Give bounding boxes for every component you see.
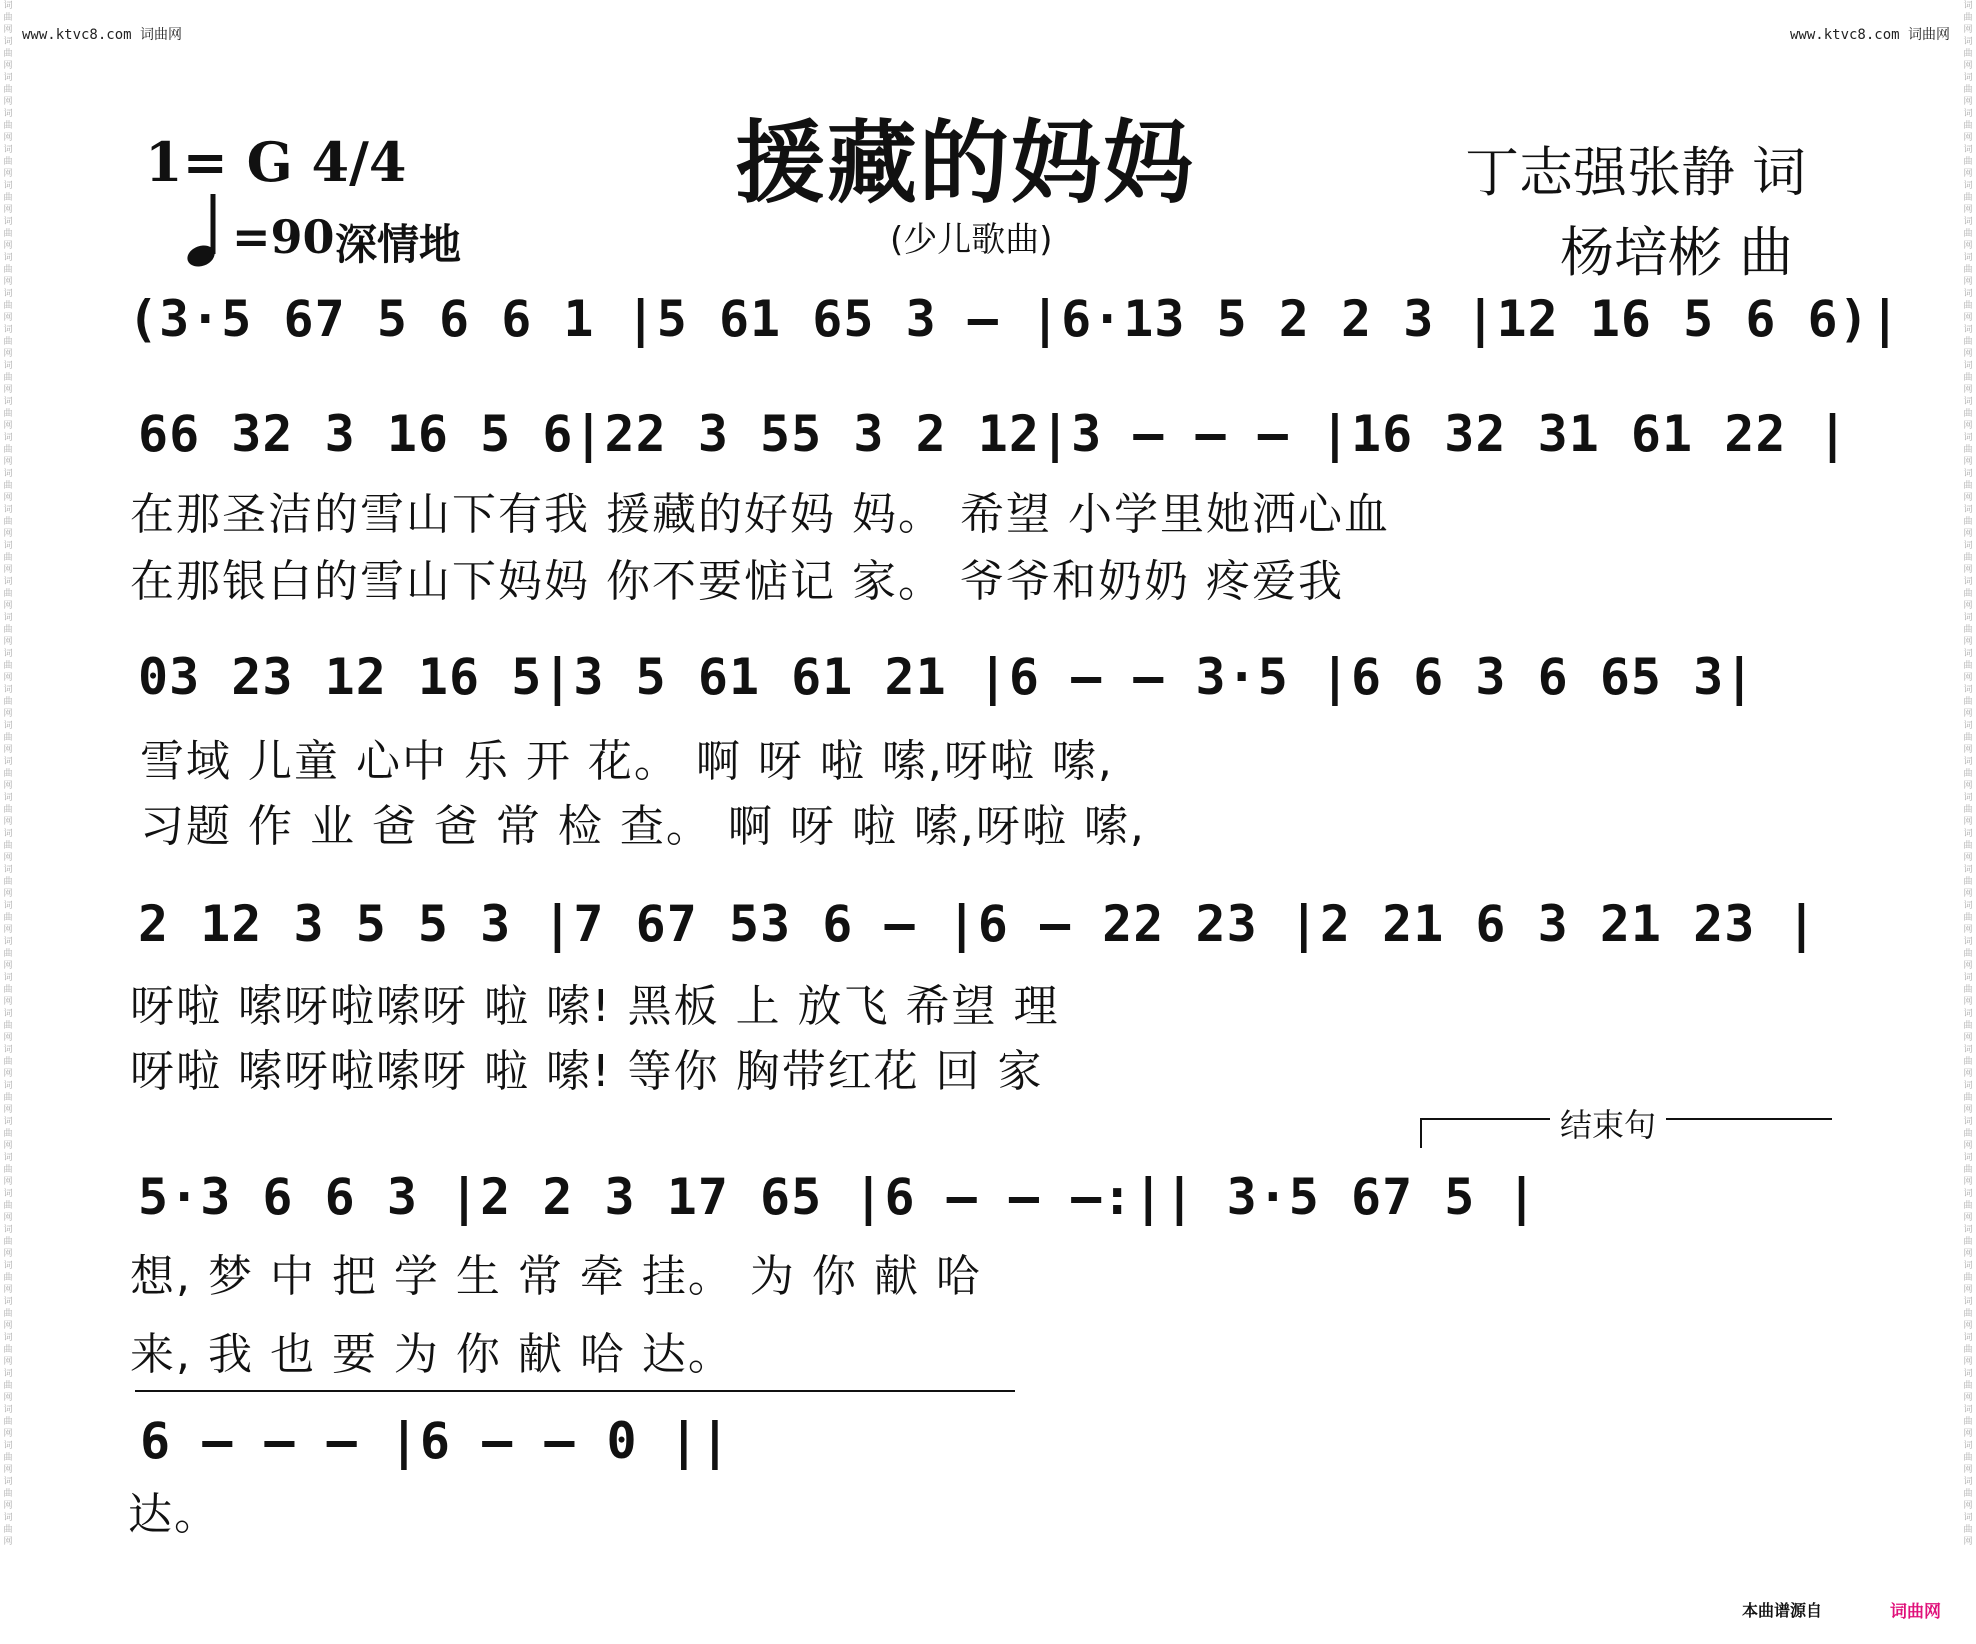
score-line-4: 2 12 3 5 5 3 |7 67 53 6 — |6 — 22 23 |2 21 6 3 21 23 |: [138, 895, 1818, 953]
ending-label: 结束句: [1550, 1100, 1666, 1146]
score-line-6: 6 — — — |6 — — 0 ||: [140, 1412, 731, 1470]
top-left-site-watermark: www.ktvc8.com 词曲网: [22, 27, 183, 43]
tempo-marking: 深情地: [335, 220, 462, 269]
lyric-line-3-verse-1: 雪域 儿童 心中 乐 开 花。 啊 呀 啦 嗦,呀啦 嗦,: [140, 736, 1114, 787]
lyric-line-2-verse-2: 在那银白的雪山下妈妈 你不要惦记 家。 爷爷和奶奶 疼爱我: [130, 556, 1344, 607]
lyricist-credit: 丁志强张静 词: [1465, 141, 1807, 204]
score-line-1: (3·5 67 5 6 6 1 |5 61 65 3 — |6·13 5 2 2 3 |12 16 5 6 6)|: [128, 290, 1901, 348]
left-watermark-strip: 词曲网词曲网词曲网词曲网词曲网词曲网词曲网词曲网词曲网词曲网词曲网词曲网词曲网词曲网词曲网词曲网词曲网词曲网词曲网词曲网词曲网词曲网词曲网词曲网词曲网词曲网词曲网词曲网词曲网词曲网词曲网词曲网词曲网词曲网词曲网词曲网词曲网词曲网词曲网词曲网词曲网词曲网词曲网: [3, 1, 13, 1547]
song-title: 援藏的妈妈: [735, 110, 1195, 216]
tempo-value: =90: [232, 210, 335, 264]
song-subtitle: (少儿歌曲): [890, 220, 1053, 260]
lyric-line-5-verse-1: 想, 梦 中 把 学 生 常 牵 挂。 为 你 献 哈: [130, 1251, 982, 1302]
right-watermark-strip: 词曲网词曲网词曲网词曲网词曲网词曲网词曲网词曲网词曲网词曲网词曲网词曲网词曲网词曲网词曲网词曲网词曲网词曲网词曲网词曲网词曲网词曲网词曲网词曲网词曲网词曲网词曲网词曲网词曲网词曲网词曲网词曲网词曲网词曲网词曲网词曲网词曲网词曲网词曲网词曲网词曲网词曲网词曲网: [1963, 1, 1973, 1547]
footer-site-link[interactable]: 词曲网: [1890, 1602, 1941, 1622]
line-6-top-rule: [135, 1390, 1015, 1392]
quarter-note-icon: [185, 190, 221, 274]
score-line-2: 66 32 3 16 5 6|22 3 55 3 2 12|3 — — — |16 32 31 61 22 |: [138, 405, 1849, 463]
lyric-line-3-verse-2: 习题 作 业 爸 爸 常 检 查。 啊 呀 啦 嗦,呀啦 嗦,: [140, 801, 1146, 852]
lyric-line-6: 达。: [128, 1489, 220, 1540]
key-and-meter: 1= G 4/4: [145, 130, 407, 194]
ending-bracket-tick: [1420, 1118, 1422, 1148]
score-line-3: 03 23 12 16 5|3 5 61 61 21 |6 — — 3·5 |6 6 3 6 65 3|: [138, 648, 1756, 706]
top-right-site-watermark: www.ktvc8.com 词曲网: [1790, 27, 1951, 43]
footer-source-label: 本曲谱源自: [1742, 1601, 1823, 1620]
lyric-line-2-verse-1: 在那圣洁的雪山下有我 援藏的好妈 妈。 希望 小学里她洒心血: [130, 489, 1390, 540]
composer-credit: 杨培彬 曲: [1560, 221, 1794, 284]
lyric-line-4-verse-2: 呀啦 嗦呀啦嗦呀 啦 嗦! 等你 胸带红花 回 家: [130, 1046, 1044, 1097]
score-line-5: 5·3 6 6 3 |2 2 3 17 65 |6 — — —:|| 3·5 67 5 |: [138, 1168, 1538, 1226]
lyric-line-5-verse-2: 来, 我 也 要 为 你 献 哈 达。: [130, 1329, 734, 1380]
lyric-line-4-verse-1: 呀啦 嗦呀啦嗦呀 啦 嗦! 黑板 上 放飞 希望 理: [130, 981, 1060, 1032]
